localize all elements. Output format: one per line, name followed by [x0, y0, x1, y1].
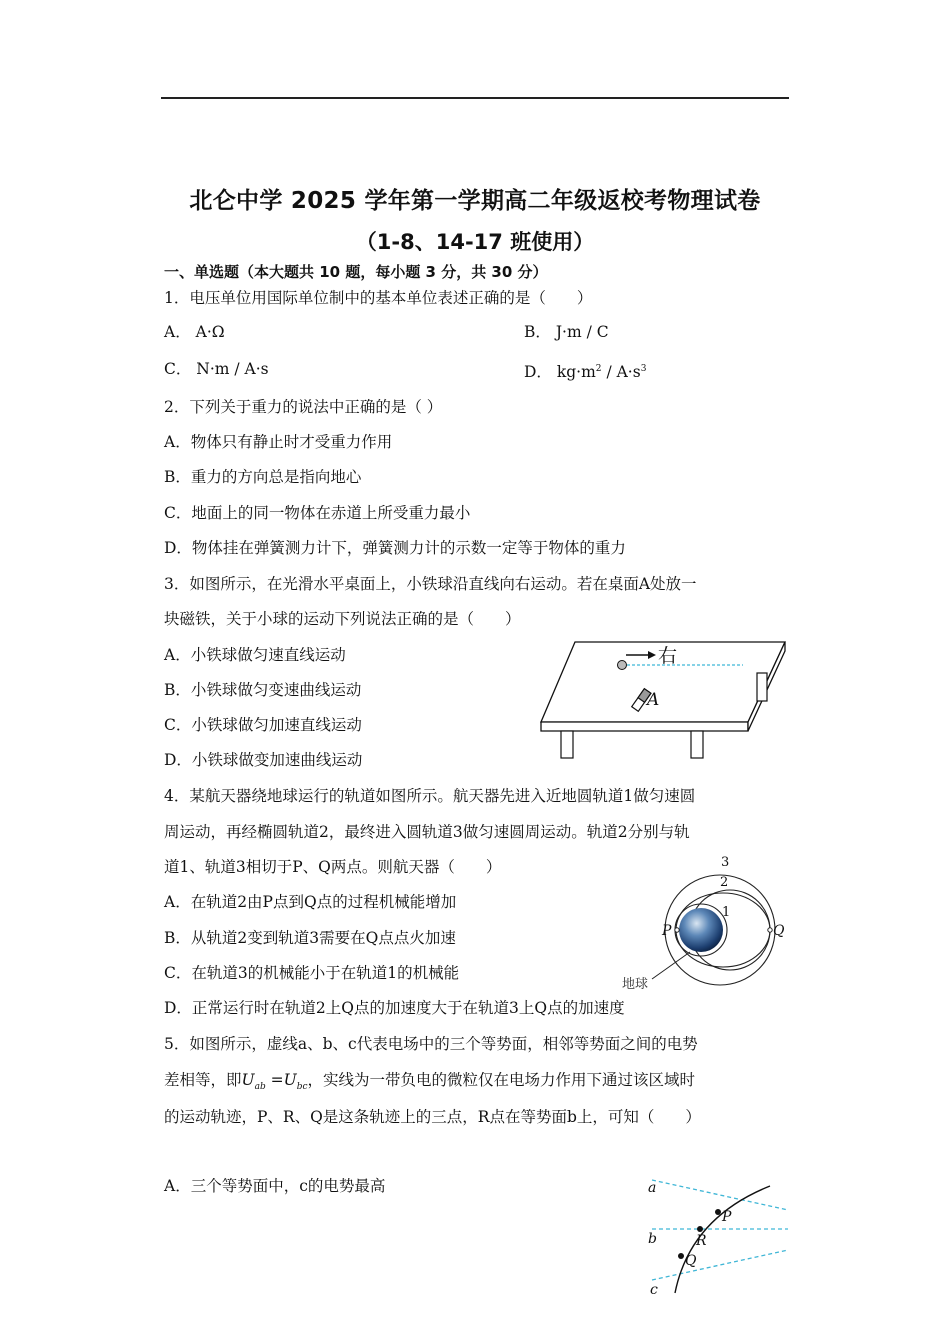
q4-stem-line1: 4．某航天器绕地球运行的轨道如图所示。航天器先进入近地圆轨道1做匀速圆 [164, 787, 696, 805]
exam-subtitle: （1-8、14-17 班使用） [355, 230, 595, 254]
q5-stem-line1: 5．如图所示，虚线a、b、c代表电场中的三个等势面，相邻等势面之间的电势 [164, 1035, 698, 1053]
equipotential-figure [640, 1168, 790, 1298]
q4-option-b: B．从轨道2变到轨道3需要在Q点点火加速 [164, 929, 456, 947]
q2-option-d: D．物体挂在弹簧测力计下，弹簧测力计的示数一定等于物体的重力 [164, 539, 626, 557]
q4-stem-line2: 周运动，再经椭圆轨道2，最终进入圆轨道3做匀速圆周运动。轨道2分别与轨 [164, 823, 690, 841]
q4-option-d: D．正常运行时在轨道2上Q点的加速度大于在轨道3上Q点的加速度 [164, 999, 625, 1017]
svg-text:R: R [696, 1233, 707, 1249]
orbit-figure [612, 852, 792, 992]
q2-stem: 2．下列关于重力的说法中正确的是（ ） [164, 398, 443, 416]
q1-stem: 1．电压单位用国际单位制中的基本单位表述正确的是（ ） [164, 289, 593, 307]
svg-text:地球: 地球 [622, 977, 649, 992]
svg-text:3: 3 [721, 855, 730, 870]
q2-option-c: C．地面上的同一物体在赤道上所受重力最小 [164, 504, 471, 522]
q3-stem-line1: 3．如图所示，在光滑水平桌面上，小铁球沿直线向右运动。若在桌面A处放一 [164, 575, 697, 593]
q3-option-b: B．小铁球做匀变速曲线运动 [164, 681, 362, 699]
svg-text:右: 右 [658, 645, 678, 667]
svg-text:2: 2 [720, 875, 729, 890]
q4-option-a: A．在轨道2由P点到Q点的过程机械能增加 [164, 893, 457, 911]
svg-text:b: b [648, 1231, 657, 1247]
q5-stem-line3: 的运动轨迹，P、R、Q是这条轨迹上的三点，R点在等势面b上，可知（ ） [164, 1108, 701, 1126]
svg-text:1: 1 [722, 905, 731, 920]
svg-text:P: P [662, 923, 672, 939]
svg-text:Q: Q [685, 1253, 697, 1269]
q5-option-a: A．三个等势面中，c的电势最高 [164, 1177, 386, 1195]
exam-title: 北仑中学 2025 学年第一学期高二年级返校考物理试卷 [189, 188, 761, 214]
svg-text:A: A [647, 690, 660, 710]
q5-stem-line2: 差相等，即$U_{ab} =U_{bc}$，实线为一带负电的微粒仅在电场力作用下通过该区域时 [164, 1071, 696, 1093]
q4-option-c: C．在轨道3的机械能小于在轨道1的机械能 [164, 964, 460, 982]
header-rule [161, 97, 789, 99]
q3-option-d: D．小铁球做变加速曲线运动 [164, 751, 363, 769]
svg-text:a: a [648, 1180, 657, 1196]
section-heading: 一、单选题（本大题共 10 题，每小题 3 分，共 30 分） [164, 263, 548, 281]
q3-option-c: C．小铁球做匀加速直线运动 [164, 716, 362, 734]
q3-stem-line2: 块磁铁，关于小球的运动下列说法正确的是（ ） [164, 610, 521, 628]
q3-option-a: A．小铁球做匀速直线运动 [164, 646, 346, 664]
q1-option-a: A． A·Ω [164, 323, 225, 341]
svg-text:P: P [722, 1209, 732, 1225]
q1-option-c: C． N·m / A·s [164, 360, 269, 378]
svg-text:Q: Q [773, 923, 785, 939]
table-figure [535, 636, 790, 766]
q1-option-d: D． $kg\cdot m^2 / A\cdot s^3$ [524, 363, 647, 382]
q2-option-a: A．物体只有静止时才受重力作用 [164, 433, 393, 451]
q4-stem-line3: 道1、轨道3相切于P、Q两点。则航天器（ ） [164, 858, 502, 876]
q1-option-b: B． J·m / C [524, 323, 609, 341]
q2-option-b: B．重力的方向总是指向地心 [164, 468, 362, 486]
svg-text:c: c [650, 1282, 658, 1298]
